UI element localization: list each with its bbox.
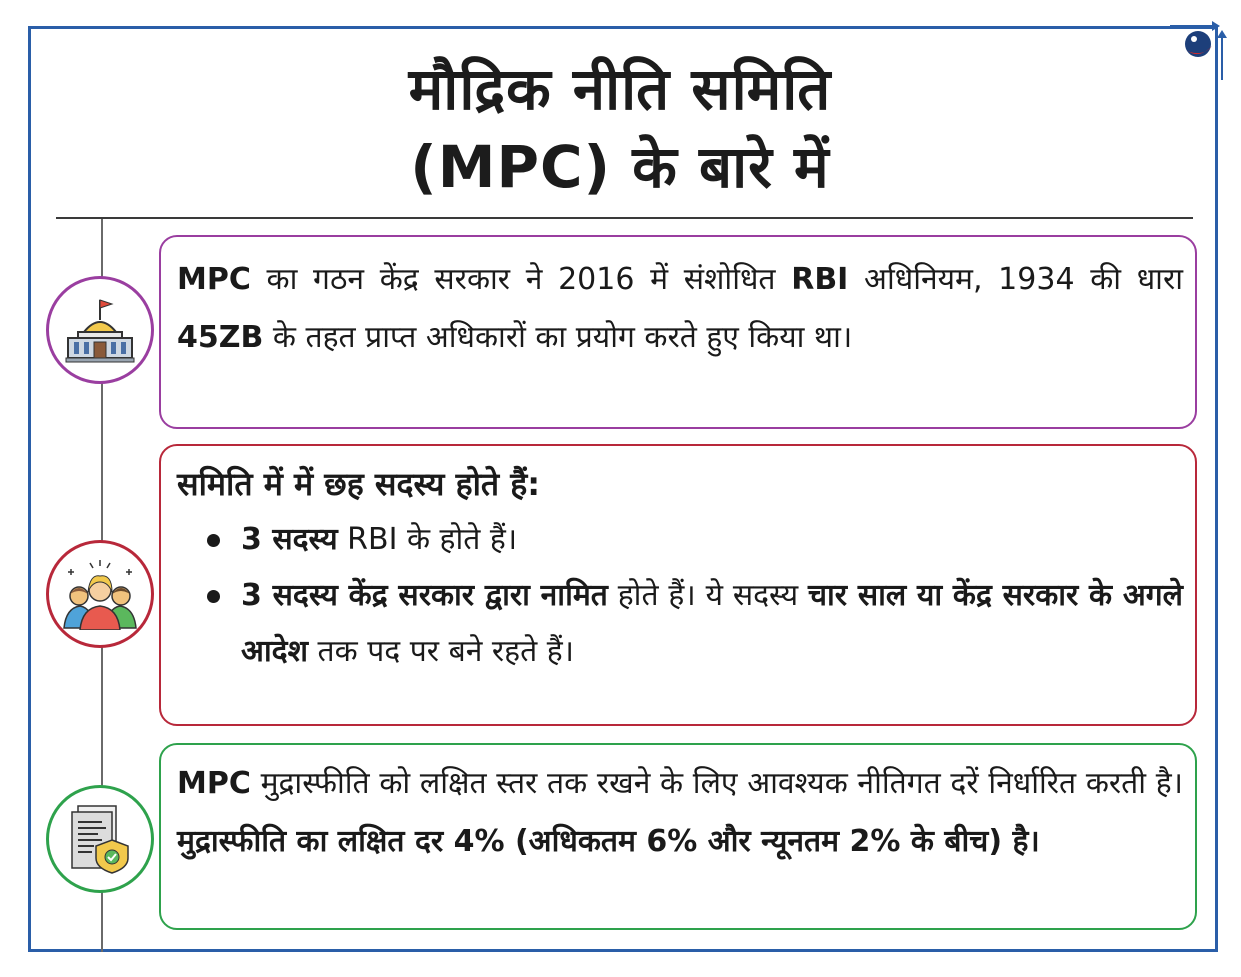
member-count-govt: 3 सदस्य केंद्र सरकार द्वारा नामित: [241, 578, 608, 613]
member-count-rbi: 3 सदस्य: [241, 522, 338, 557]
mpc-formation-text: [177, 251, 1183, 367]
member-text-end: तक पद पर बने रहते हैं।: [308, 634, 575, 669]
mpc-label: MPC: [177, 262, 251, 297]
mpc-formation-card: [159, 235, 1197, 429]
committee-members-card: [159, 444, 1197, 726]
section-label: 45ZB: [177, 320, 264, 355]
bullet-icon: [207, 590, 220, 603]
members-heading: समिति में में छह सदस्य होते हैं:: [177, 465, 541, 503]
policy-rate-text: मुद्रास्फीति को लक्षित स्तर तक रखने के लिए आवश्यक नीतिगत दरें निर्धारित करती है।: [250, 766, 1183, 801]
list-item: [241, 568, 1183, 680]
document-shield-icon: [68, 804, 132, 874]
bullet-icon: [207, 534, 220, 547]
title-divider: [56, 217, 1193, 219]
member-text: के होते हैं।: [397, 522, 518, 557]
mpc-label: MPC: [177, 766, 251, 801]
icon-circle-2: [46, 540, 154, 648]
page-title: [60, 50, 1180, 206]
people-group-icon: [62, 558, 138, 630]
formation-text-part-1: का गठन केंद्र सरकार ने 2016 में संशोधित: [250, 262, 792, 297]
member-text: होते हैं। ये सदस्य: [607, 578, 808, 613]
inflation-target-value: मुद्रास्फीति का लक्षित दर 4% (अधिकतम 6% और न्यूनतम 2% के बीच) है।: [177, 824, 1040, 859]
inflation-target-card: [159, 743, 1197, 930]
icon-circle-1: [46, 276, 154, 384]
title-line-2: (MPC) के बारे में: [410, 133, 830, 201]
formation-text-part-3: के तहत प्राप्त अधिकारों का प्रयोग करते हुए किया था।: [263, 320, 853, 355]
members-list: [177, 512, 1183, 680]
title-line-1: मौद्रिक नीति समिति: [408, 55, 832, 123]
tenure-text: चार साल या केंद्र सरकार के अगले आदेश: [241, 578, 1184, 669]
list-item: [241, 512, 1183, 568]
inflation-target-text: [177, 755, 1183, 871]
formation-text-part-2: अधिनियम, 1934 की धारा: [848, 262, 1183, 297]
rbi-label: RBI: [337, 522, 398, 557]
rbi-label: RBI: [791, 262, 849, 297]
government-building-icon: [64, 296, 136, 364]
icon-circle-3: [46, 785, 154, 893]
